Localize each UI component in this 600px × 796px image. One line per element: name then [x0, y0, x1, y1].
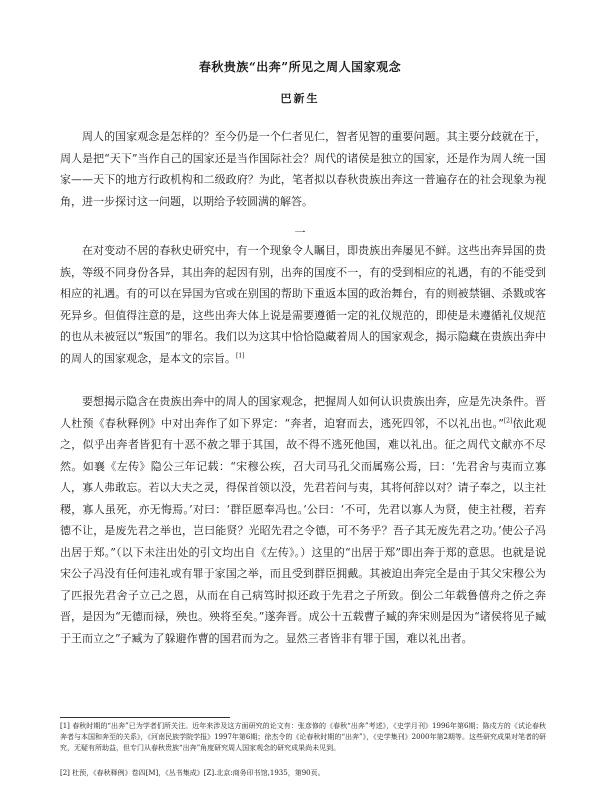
footnote-2: [2] 杜预，《春秋释例》卷四[M]，《丛书集成》[Z].北京:商务印书馆,1935，第90页。 [60, 769, 325, 777]
footnote-divider [60, 717, 230, 718]
body-paragraph-2 [60, 391, 546, 649]
body-paragraph-1 [60, 240, 546, 369]
article-title: 春秋贵族“出奔”所见之周人国家观念 [198, 60, 402, 74]
paragraph-2-rest: 依此观之，似乎出奔者皆犯有十恶不赦之罪于其国，故不得不逃死他国，难以礼出。征之周代文献亦不尽然。如襄《左传》隐公三年记载：“宋穆公疾，召大司马孔父而属殇公焉，曰：‘先君舍与夷而立寡人，寡人弗敢忘。若以大夫之灵，得保首领以没，先君若问与夷，其将何辞以对？请子奉之，以主社稷，寡人虽死，亦无悔焉。’对曰：‘群臣愿奉冯也。’公曰：‘不可，先君以寡人为贤，使主社稷，若弃德不让，是废先君之举也，岂曰能贤？光昭先君之令德，可不务乎？吾子其无废先君之功。’使公子冯出居于郑。”（以下未注出处的引文均出自《左传》。）这里的“出居于郑”即出奔于郑的意思。也就是说宋公子冯没有任何违礼或有罪于家国之举，而且受到群臣拥戴。其被迫出奔完全是由于其父宋穆公为了匹报先君舍子立己之恩，从而在自己病笃时拟还政于先君之子所致。倒公二年载鲁僖舟之侨之奔晋，是因为“无德而禄，殃也。殃将至矣。”遂奔晋。成公十五载曹子臧的奔宋则是因为“诸侯将见子臧于王而立之”子臧为了躲避作曹的国君而为之。显然三者皆非有罪于国，难以礼出者。 [60, 416, 547, 645]
section-number: 一 [294, 226, 306, 239]
abstract-paragraph: 周人的国家观念是怎样的？至今仍是一个仁者见仁，智者见智的重要问题。其主要分歧就在于，周人是把“天下”当作自己的国家还是当作国际社会？周代的诸侯是独立的国家，还是作为周人统一国家——天下的地方行政机构和二级政府？为此，笔者拟以春秋贵族出奔这一普遍存在的社会现象为视角，进一步探讨这一问题，以期给予较圆满的解答。 [60, 130, 546, 208]
paragraph-2-text: 要想揭示隐含在贵族出奔中的周人的国家观念，把握周人如何认识贵族出奔，应是先决条件。晋人杜预《春秋释例》中对出奔作了如下界定：“奔者，迫窘而去，逃死四邻，不以礼出也。” [60, 395, 546, 430]
paragraph-1-text: 在对变动不居的春秋史研究中，有一个现象令人瞩目，即贵族出奔屡见不鲜。这些出奔异国的贵族，等级不同身份各异，其出奔的起因有别，出奔的国度不一，有的受到相应的礼遇，有的不能受到相应的礼遇。有的可以在异国为官或在别国的帮助下重返本国的政治舞台，有的则被禁锢、杀戮或客死异乡。但值得注意的是，这些出奔大体上说是需要遵循一定的礼仪规范的，即使是未遵循礼仪规范的也从未被冠以“叛国”的罪名。我们以为这其中恰恰隐藏着周人的国家观念，揭示隐藏在贵族出奔中的周人的国家观念，是本文的宗旨。 [60, 244, 546, 365]
author-name: 巴新生 [280, 92, 320, 105]
footnote-1: [1] 春秋时期的“出奔”已为学者们所关注。近年来涉及这方面研究的论文有：张彦修的《春秋“出奔”考述》，《史学月刊》1996年第6期；陈戍方的《试论春秋奔者与本国和奔至的关系》，《河南民族学院学报》1997年第6期；徐杰令的《论春秋时期的“出奔”》，《史学集刊》2000年第2期等。这些研究成果对笔者的研究，无疑有所助益，但专门从春秋贵族“出奔”角度研究周人国家观念的研究成果尚未见到。 [60, 722, 546, 752]
footnote-ref-2[interactable]: [2] [503, 416, 513, 424]
footnote-ref-1[interactable]: [1] [236, 351, 245, 359]
